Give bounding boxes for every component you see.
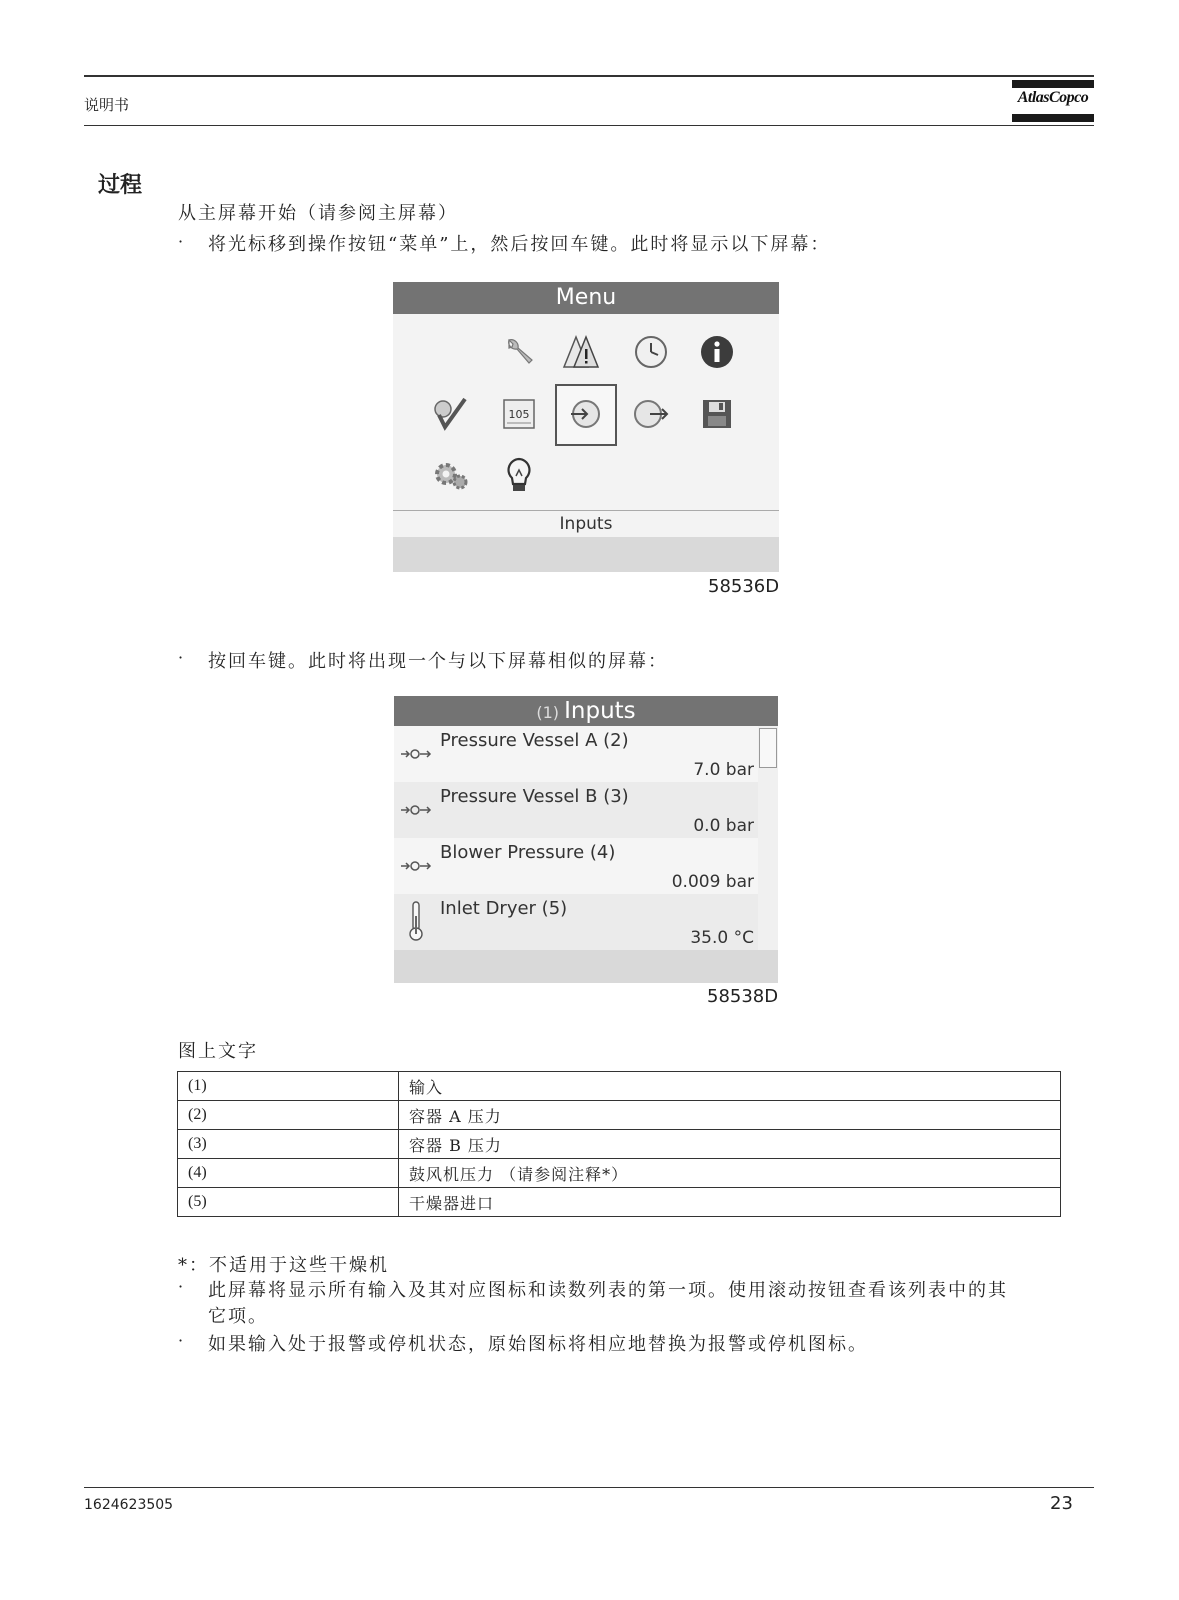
header-bottom-rule bbox=[84, 125, 1094, 126]
settings-icon[interactable] bbox=[429, 454, 473, 498]
bullet-marker: · bbox=[178, 648, 184, 667]
input-row-pressure-vessel-a[interactable] bbox=[394, 726, 758, 782]
inputs-icon[interactable] bbox=[563, 392, 607, 436]
wrench-icon[interactable] bbox=[497, 330, 541, 374]
legend-num: (3) bbox=[178, 1130, 399, 1159]
inputs-footer-bar bbox=[394, 950, 778, 983]
outputs-icon[interactable] bbox=[629, 392, 673, 436]
inputs-title-bar bbox=[394, 696, 778, 726]
legend-caption: 图上文字 bbox=[178, 1041, 258, 1062]
bullet-marker: · bbox=[178, 232, 184, 251]
pressure-icon bbox=[400, 856, 432, 876]
menu-screen bbox=[393, 282, 779, 572]
table-row bbox=[178, 1130, 1061, 1159]
step2-text: 按回车键。此时将出现一个与以下屏幕相似的屏幕： bbox=[208, 651, 668, 672]
pressure-icon bbox=[400, 800, 432, 820]
input-row-pressure-vessel-b[interactable] bbox=[394, 782, 758, 838]
header-top-rule bbox=[84, 75, 1094, 77]
lightbulb-icon[interactable] bbox=[497, 454, 541, 498]
input-value: 7.0 bar bbox=[693, 760, 754, 780]
page-number: 23 bbox=[1050, 1493, 1073, 1514]
legend-num: (5) bbox=[178, 1188, 399, 1217]
inputs-screen bbox=[394, 696, 778, 983]
input-row-inlet-dryer[interactable] bbox=[394, 894, 758, 950]
table-row bbox=[178, 1159, 1061, 1188]
legend-text: 容器 B 压力 bbox=[399, 1130, 1061, 1159]
table-row bbox=[178, 1072, 1061, 1101]
table-row bbox=[178, 1101, 1061, 1130]
step1-text: 将光标移到操作按钮“菜单”上，然后按回车键。此时将显示以下屏幕： bbox=[208, 234, 831, 255]
legend-text: 干燥器进口 bbox=[399, 1188, 1061, 1217]
info-icon[interactable] bbox=[695, 330, 739, 374]
legend-num: (1) bbox=[178, 1072, 399, 1101]
scrollbar-track[interactable] bbox=[758, 726, 778, 950]
legend-num: (2) bbox=[178, 1101, 399, 1130]
counter-icon[interactable] bbox=[497, 392, 541, 436]
bullet-marker: · bbox=[178, 1331, 184, 1350]
menu-title: Menu bbox=[393, 282, 779, 314]
legend-table bbox=[177, 1071, 1061, 1217]
section-title: 过程 bbox=[98, 173, 143, 198]
input-value: 0.0 bar bbox=[693, 816, 754, 836]
menu-divider bbox=[393, 510, 779, 511]
inputs-title-num: (1) bbox=[536, 703, 560, 722]
scrollbar-thumb[interactable] bbox=[759, 728, 777, 768]
table-row bbox=[178, 1188, 1061, 1217]
doc-label: 说明书 bbox=[84, 96, 130, 114]
svg-text:105: 105 bbox=[508, 408, 530, 421]
menu-footer-bar bbox=[393, 537, 779, 572]
note2: 如果输入处于报警或停机状态，原始图标将相应地替换为报警或停机图标。 bbox=[208, 1334, 868, 1355]
inputs-figure-id: 58538D bbox=[707, 986, 779, 1007]
legend-num: (4) bbox=[178, 1159, 399, 1188]
legend-text: 输入 bbox=[399, 1072, 1061, 1101]
input-label: Blower Pressure (4) bbox=[440, 842, 616, 863]
clock-icon[interactable] bbox=[629, 330, 673, 374]
pressure-icon bbox=[400, 744, 432, 764]
bullet-marker: · bbox=[178, 1277, 184, 1296]
input-value: 35.0 °C bbox=[690, 928, 754, 948]
warning-icon[interactable] bbox=[561, 330, 605, 374]
input-label: Pressure Vessel A (2) bbox=[440, 730, 629, 751]
logo-text: AtlasCopco bbox=[1017, 89, 1089, 106]
inputs-title: Inputs bbox=[564, 698, 636, 724]
note1-line1: 此屏幕将显示所有输入及其对应图标和读数列表的第一项。使用滚动按钮查看该列表中的其 bbox=[208, 1280, 1008, 1301]
save-icon[interactable] bbox=[695, 392, 739, 436]
atlas-copco-logo bbox=[1012, 80, 1094, 124]
legend-text: 鼓风机压力 （请参阅注释*） bbox=[399, 1159, 1061, 1188]
intro-text: 从主屏幕开始（请参阅主屏幕） bbox=[178, 203, 458, 224]
input-row-blower-pressure[interactable] bbox=[394, 838, 758, 894]
check-icon[interactable] bbox=[429, 392, 473, 436]
menu-selected-label: Inputs bbox=[559, 514, 613, 534]
thermometer-icon bbox=[406, 900, 426, 942]
input-label: Pressure Vessel B (3) bbox=[440, 786, 629, 807]
input-value: 0.009 bar bbox=[671, 872, 754, 892]
footnote: *：不适用于这些干燥机 bbox=[178, 1255, 389, 1276]
note1-line2: 它项。 bbox=[208, 1306, 268, 1327]
doc-number: 1624623505 bbox=[84, 1497, 174, 1513]
menu-figure-id: 58536D bbox=[708, 576, 780, 597]
footer-rule bbox=[84, 1487, 1094, 1488]
input-label: Inlet Dryer (5) bbox=[440, 898, 568, 919]
legend-text: 容器 A 压力 bbox=[399, 1101, 1061, 1130]
